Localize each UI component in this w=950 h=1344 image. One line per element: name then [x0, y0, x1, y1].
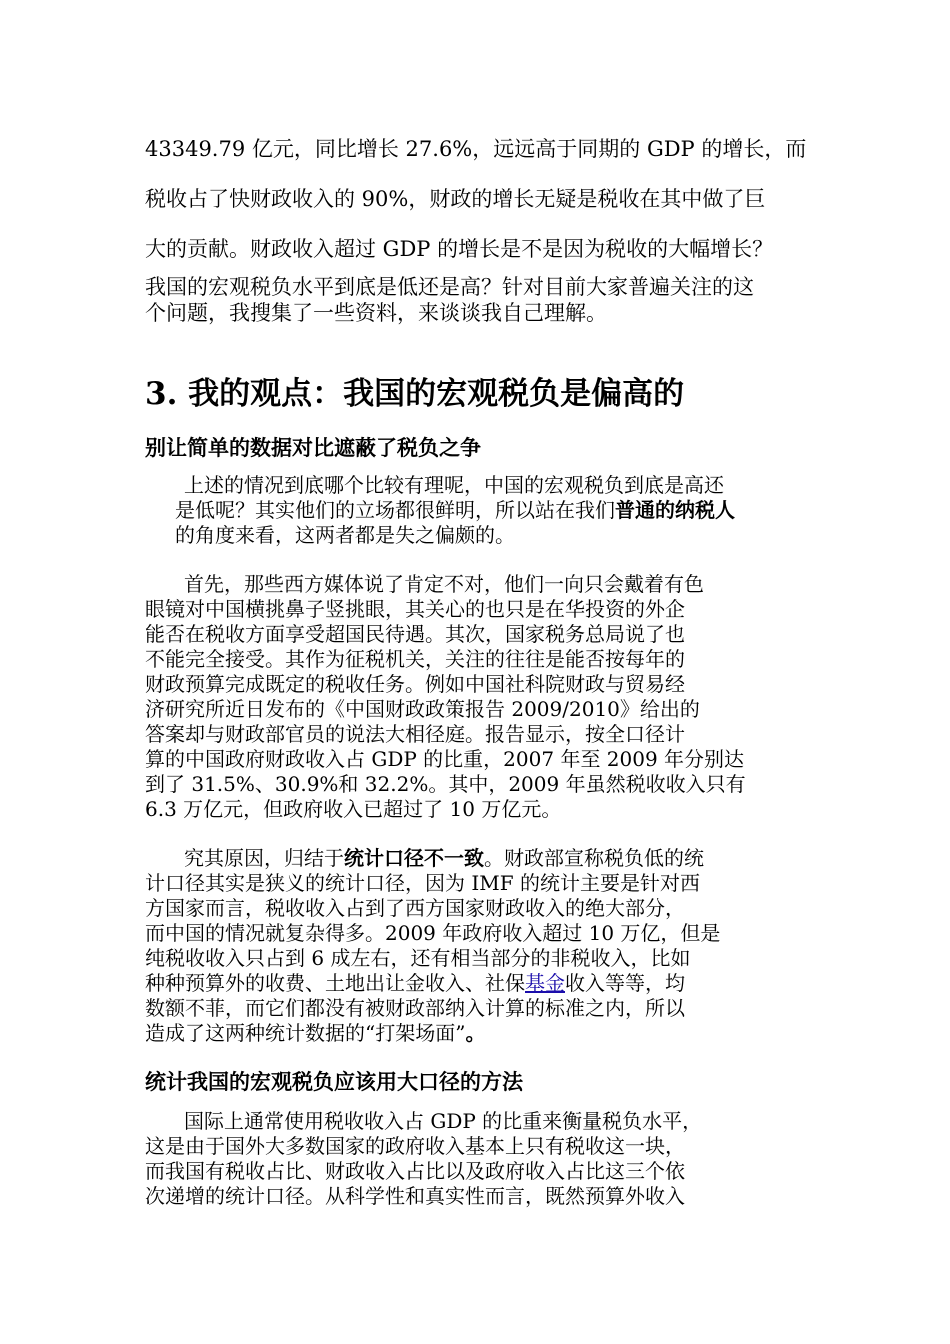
- para3-line-7: 数额不菲，而它们都没有被财政部纳入计算的标准之内，所以: [145, 996, 685, 1020]
- intro-line-3: 大的贡献。财政收入超过 GDP 的增长是不是因为税收的大幅增长？: [145, 237, 774, 261]
- ordinary-taxpayer-emphasis: 普通的纳税人: [615, 498, 735, 522]
- para1-line-2-text: 是低呢？其实他们的立场都很鲜明，所以站在我们: [175, 498, 615, 522]
- para2-line-3: 能否在税收方面享受超国民待遇。其次，国家税务总局说了也: [145, 622, 685, 646]
- intro-line-1: 43349.79 亿元，同比增长 27.6%，远远高于同期的 GDP 的增长，而: [145, 137, 807, 161]
- para2-line-5: 财政预算完成既定的税收任务。例如中国社科院财政与贸易经: [145, 672, 685, 696]
- para2-line-4: 不能完全接受。其作为征税机关，关注的往往是能否按每年的: [145, 647, 685, 671]
- para2-line-2: 眼镜对中国横挑鼻子竖挑眼，其关心的也只是在华投资的外企: [145, 597, 685, 621]
- para1-line-2: [175, 498, 735, 523]
- para2-line-9: 到了 31.5%、30.9%和 32.2%。其中，2009 年虽然税收收入只有: [145, 772, 746, 796]
- para1-line-3: 的角度来看，这两者都是失之偏颇的。: [175, 523, 515, 547]
- para3-line-6-start: 种种预算外的收费、土地出让金收入、社保: [145, 971, 525, 995]
- para3-line-8-period: 。: [465, 1021, 486, 1045]
- para3-line-3: 方国家而言，税收收入占到了西方国家财政收入的绝大部分，: [145, 896, 685, 920]
- fund-link[interactable]: 基金: [525, 971, 565, 995]
- para3-line-2: 计口径其实是狭义的统计口径，因为 IMF 的统计主要是针对西: [145, 871, 700, 895]
- intro-line-2: 税收占了快财政收入的 90%，财政的增长无疑是税收在其中做了巨: [145, 187, 766, 211]
- para1-line-1: 上述的情况到底哪个比较有理呢，中国的宏观税负到底是高还: [184, 473, 724, 497]
- intro-line-4: 我国的宏观税负水平到底是低还是高？针对目前大家普遍关注的这: [145, 275, 754, 299]
- para4-line-4: 次递增的统计口径。从科学性和真实性而言，既然预算外收入: [145, 1184, 685, 1208]
- subheading-broad-caliber-method: 统计我国的宏观税负应该用大口径的方法: [145, 1069, 523, 1094]
- para2-line-1: 首先，那些西方媒体说了肯定不对，他们一向只会戴着有色: [184, 572, 704, 596]
- para3-line-1: [184, 846, 704, 871]
- para4-line-3: 而我国有税收占比、财政收入占比以及政府收入占比这三个依: [145, 1159, 685, 1183]
- para3-line-8: [145, 1021, 485, 1046]
- para4-line-1: 国际上通常使用税收收入占 GDP 的比重来衡量税负水平，: [184, 1109, 703, 1133]
- para2-line-10: 6.3 万亿元，但政府收入已超过了 10 万亿元。: [145, 797, 562, 821]
- para3-line-6: [145, 971, 685, 996]
- para3-line-1-start: 究其原因，归结于: [184, 846, 344, 870]
- para2-line-6: 济研究所近日发布的《中国财政政策报告 2009/2010》给出的: [145, 697, 700, 721]
- para3-line-6-end: 收入等等，均: [565, 971, 685, 995]
- para4-line-2: 这是由于国外大多数国家的政府收入基本上只有税收这一块，: [145, 1134, 685, 1158]
- para3-line-8-text: 造成了这两种统计数据的“打架场面”: [145, 1021, 466, 1045]
- para3-line-5: 纯税收收入只占到 6 成左右，还有相当部分的非税收入，比如: [145, 946, 691, 970]
- section-heading: 3. 我的观点：我国的宏观税负是偏高的: [145, 376, 685, 412]
- para2-line-8: 算的中国政府财政收入占 GDP 的比重，2007 年至 2009 年分别达: [145, 747, 745, 771]
- intro-line-5: 个问题，我搜集了一些资料，来谈谈我自己理解。: [145, 301, 607, 325]
- para3-line-1-end: 。财政部宣称税负低的统: [484, 846, 704, 870]
- para2-line-7: 答案却与财政部官员的说法大相径庭。报告显示，按全口径计: [145, 722, 685, 746]
- para3-line-4: 而中国的情况就复杂得多。2009 年政府收入超过 10 万亿，但是: [145, 921, 721, 945]
- subheading-data-comparison: 别让简单的数据对比遮蔽了税负之争: [145, 435, 481, 460]
- inconsistent-statistics-emphasis: 统计口径不一致: [344, 846, 484, 870]
